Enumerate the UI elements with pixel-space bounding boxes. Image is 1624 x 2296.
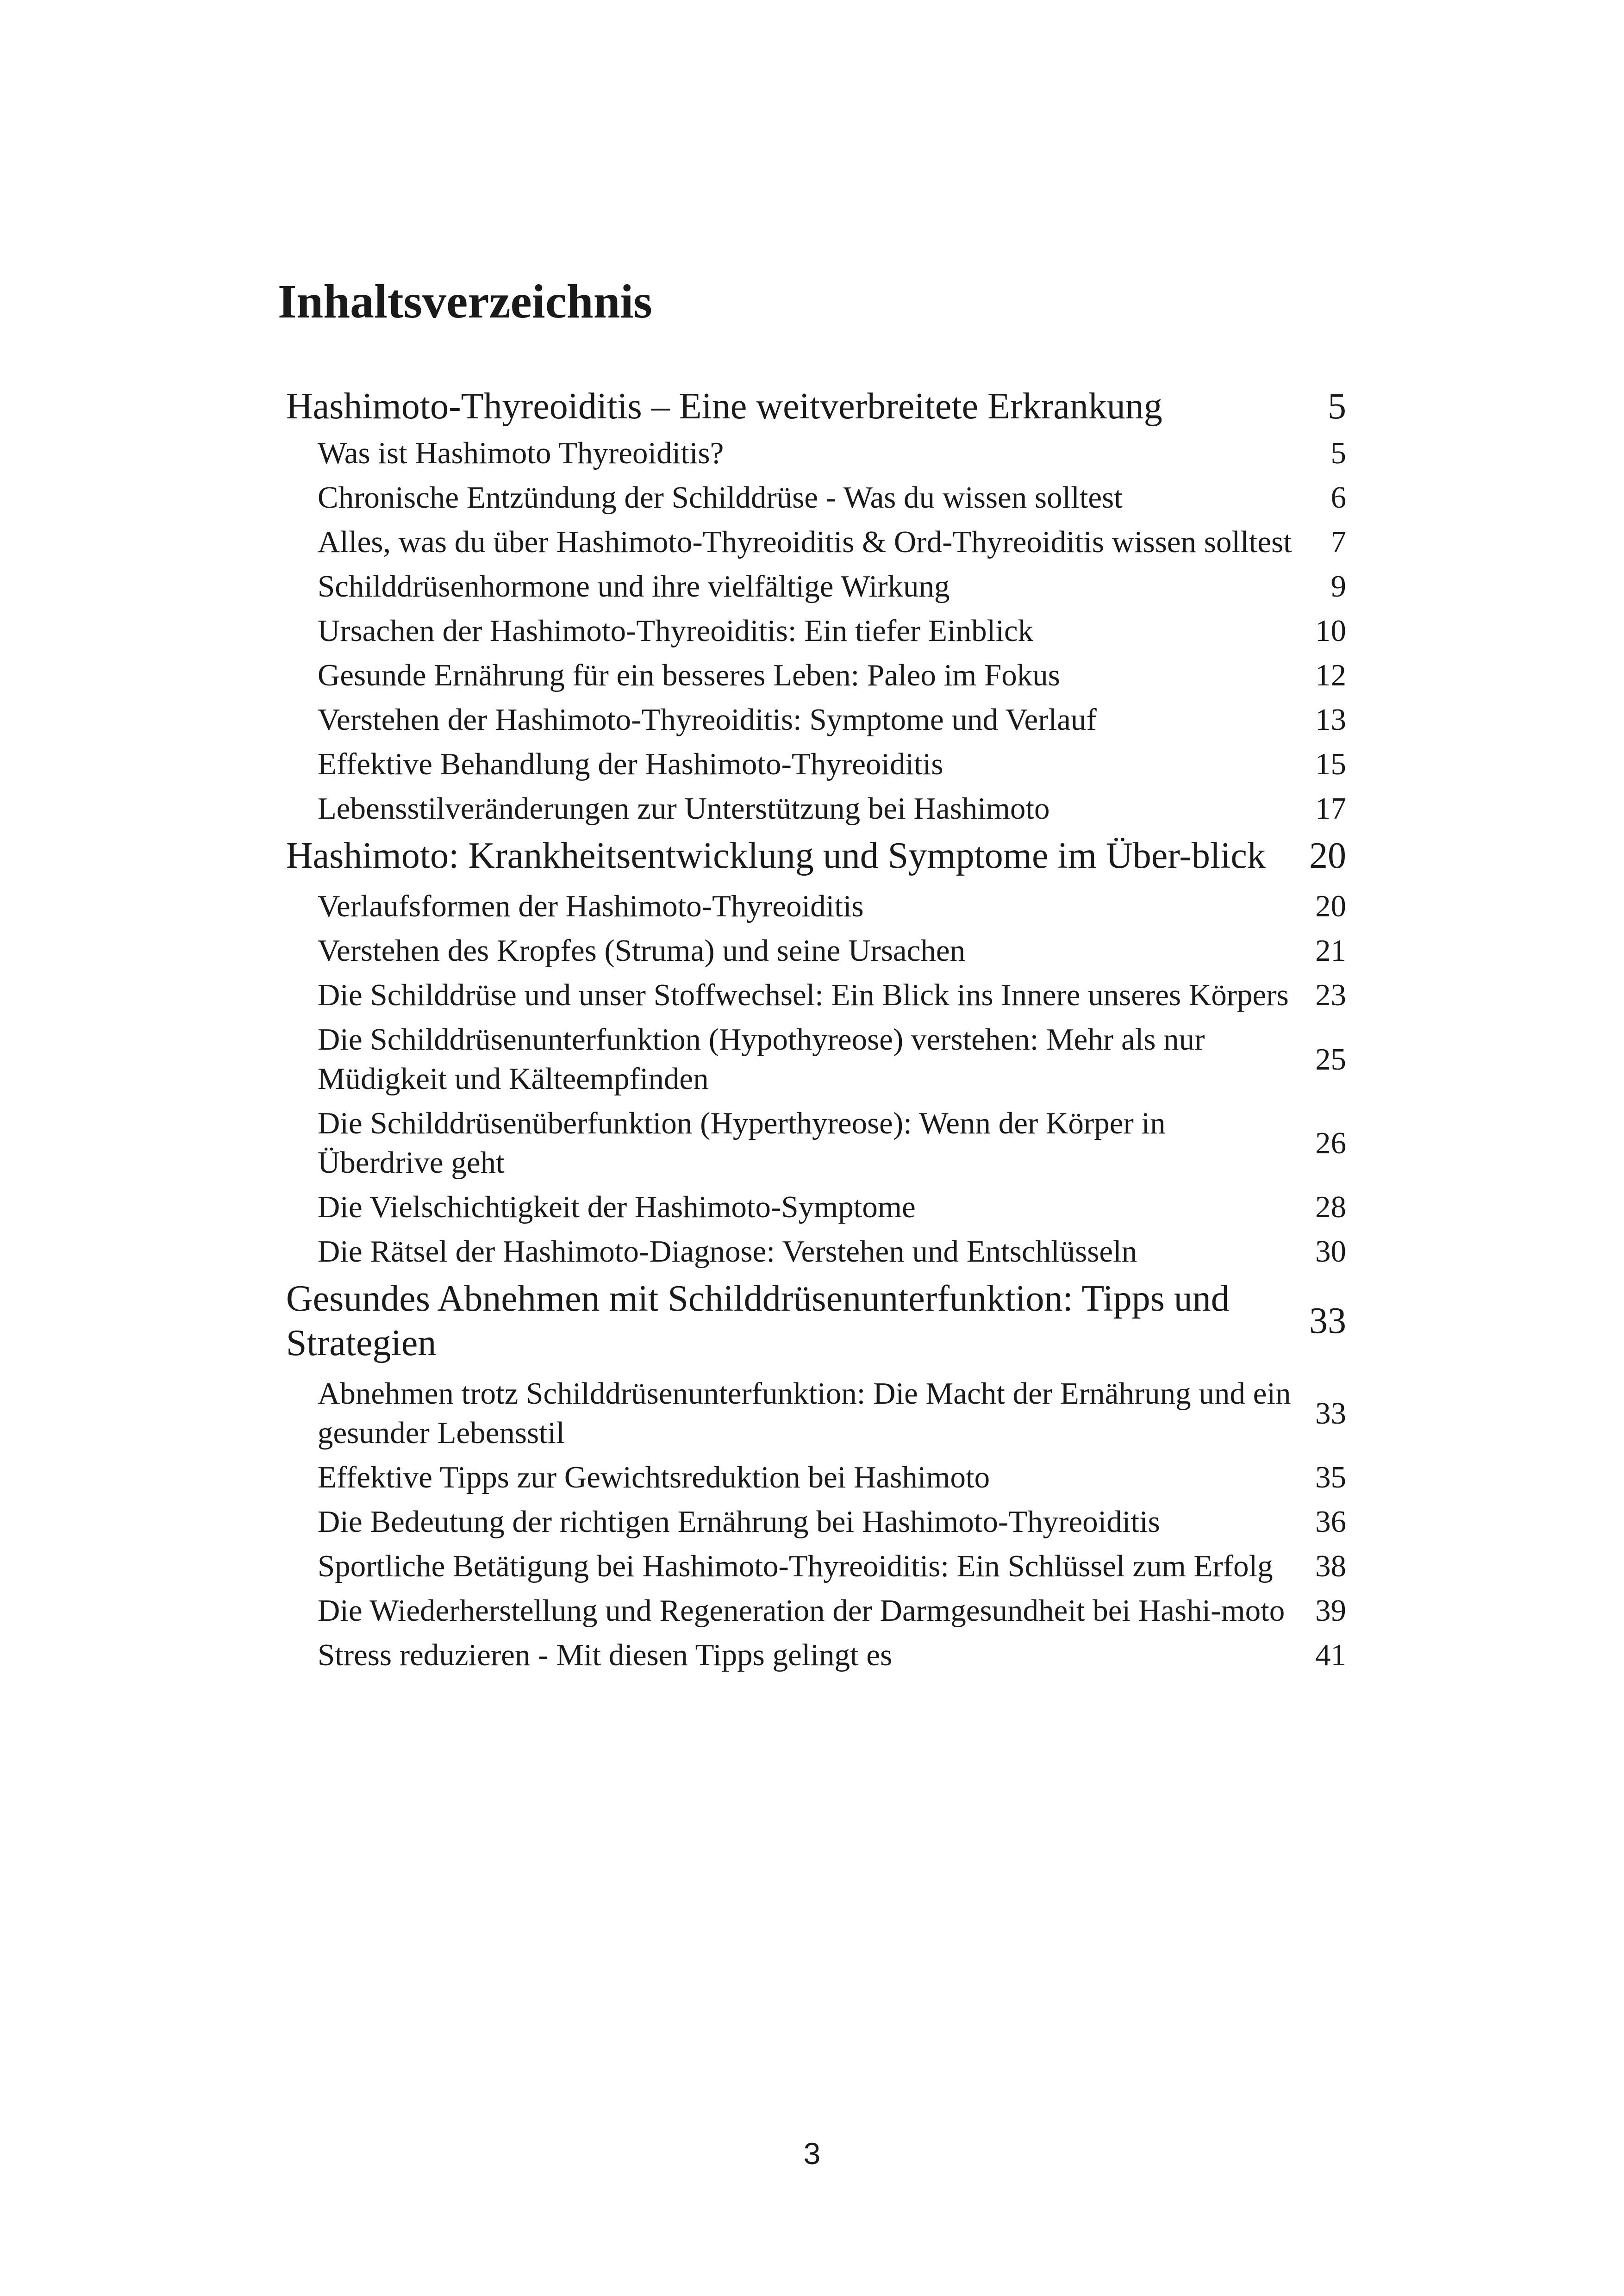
toc-entry-label: Effektive Tipps zur Gewichtsreduktion bei Hashimoto — [318, 1460, 990, 1494]
toc-entry-label: Chronische Entzündung der Schilddrüse - Was du wissen solltest — [318, 480, 1123, 515]
toc-entry-label: Hashimoto: Krankheitsentwicklung und Symptome im Über-blick — [286, 835, 1266, 876]
toc-entry-label: Schilddrüsenhormone und ihre vielfältige Wirkung — [318, 569, 950, 604]
toc-entry-label: Die Schilddrüsenunterfunktion (Hypothyreose) verstehen: Mehr als nur Müdigkeit und Kälteempfinden — [318, 1022, 1205, 1096]
toc-entry-page: 5 — [1330, 436, 1346, 470]
toc-chapter-entry[interactable] — [286, 834, 1346, 882]
toc-section-entry[interactable] — [286, 478, 1346, 517]
toc-section-entry[interactable] — [286, 1232, 1346, 1271]
toc-entry-page: 30 — [1315, 1234, 1346, 1269]
toc-entry-page: 9 — [1330, 569, 1346, 604]
toc-section-entry[interactable] — [286, 1547, 1346, 1586]
toc-entry-label: Sportliche Betätigung bei Hashimoto-Thyreoiditis: Ein Schlüssel zum Erfolg — [318, 1549, 1273, 1583]
table-of-contents — [286, 384, 1346, 1680]
toc-entry-page: 10 — [1315, 614, 1346, 648]
toc-entry-page: 5 — [1328, 386, 1346, 427]
toc-section-entry[interactable] — [286, 523, 1346, 562]
toc-section-entry[interactable] — [286, 1188, 1346, 1227]
toc-section-entry[interactable] — [286, 1636, 1346, 1675]
toc-entry-label: Abnehmen trotz Schilddrüsenunterfunktion: Die Macht der Ernährung und ein gesunder Lebensstil — [318, 1376, 1291, 1450]
toc-entry-label: Die Wiederherstellung und Regeneration der Darmgesundheit bei Hashi-moto — [318, 1593, 1285, 1628]
toc-section-entry[interactable] — [286, 567, 1346, 606]
toc-section-entry[interactable] — [286, 434, 1346, 473]
toc-section-entry[interactable] — [286, 789, 1346, 828]
toc-entry-label: Gesundes Abnehmen mit Schilddrüsenunterfunktion: Tipps und Strategien — [286, 1278, 1230, 1363]
toc-entry-page: 15 — [1315, 747, 1346, 781]
toc-entry-page: 39 — [1315, 1593, 1346, 1628]
toc-entry-label: Stress reduzieren - Mit diesen Tipps gelingt es — [318, 1638, 893, 1672]
toc-section-entry[interactable] — [286, 887, 1346, 926]
toc-entry-label: Die Schilddrüse und unser Stoffwechsel: Ein Blick ins Innere unseres Körpers — [318, 978, 1289, 1012]
toc-entry-page: 20 — [1309, 835, 1346, 876]
toc-section-entry[interactable] — [286, 1458, 1346, 1497]
toc-entry-label: Lebensstilveränderungen zur Unterstützung bei Hashimoto — [318, 791, 1050, 826]
toc-entry-label: Ursachen der Hashimoto-Thyreoiditis: Ein tiefer Einblick — [318, 614, 1034, 648]
toc-section-entry[interactable] — [286, 1502, 1346, 1542]
toc-entry-page: 28 — [1315, 1190, 1346, 1224]
toc-entry-page: 23 — [1315, 978, 1346, 1012]
toc-entry-label: Die Vielschichtigkeit der Hashimoto-Symptome — [318, 1190, 916, 1224]
toc-entry-label: Verlaufsformen der Hashimoto-Thyreoiditis — [318, 889, 864, 923]
page-title: Inhaltsverzeichnis — [278, 275, 652, 328]
toc-entry-label: Verstehen der Hashimoto-Thyreoiditis: Symptome und Verlauf — [318, 703, 1097, 737]
toc-entry-page: 26 — [1315, 1126, 1346, 1160]
toc-entry-label: Alles, was du über Hashimoto-Thyreoiditis & Ord-Thyreoiditis wissen solltest — [318, 525, 1292, 559]
toc-chapter-entry[interactable] — [286, 1276, 1346, 1369]
toc-entry-label: Was ist Hashimoto Thyreoiditis? — [318, 436, 724, 470]
toc-entry-page: 38 — [1315, 1549, 1346, 1583]
toc-entry-page: 7 — [1330, 525, 1346, 559]
toc-section-entry[interactable] — [286, 656, 1346, 695]
toc-section-entry[interactable] — [286, 700, 1346, 740]
toc-entry-label: Die Bedeutung der richtigen Ernährung bei Hashimoto-Thyreoiditis — [318, 1505, 1160, 1539]
toc-section-entry[interactable] — [286, 1591, 1346, 1630]
toc-entry-page: 25 — [1315, 1042, 1346, 1076]
toc-section-entry[interactable] — [286, 931, 1346, 971]
toc-section-entry[interactable] — [286, 611, 1346, 651]
toc-section-entry[interactable] — [286, 1104, 1346, 1182]
toc-entry-label: Verstehen des Kropfes (Struma) und seine Ursachen — [318, 933, 966, 968]
toc-entry-page: 41 — [1315, 1638, 1346, 1672]
toc-entry-page: 33 — [1315, 1396, 1346, 1431]
toc-entry-label: Die Rätsel der Hashimoto-Diagnose: Verstehen und Entschlüsseln — [318, 1234, 1137, 1269]
toc-section-entry[interactable] — [286, 1374, 1346, 1453]
toc-entry-page: 6 — [1330, 480, 1346, 515]
toc-entry-page: 20 — [1315, 889, 1346, 923]
toc-section-entry[interactable] — [286, 1020, 1346, 1099]
page-number: 3 — [803, 2136, 821, 2171]
toc-entry-page: 13 — [1315, 703, 1346, 737]
toc-entry-label: Hashimoto-Thyreoiditis – Eine weitverbreitete Erkrankung — [286, 386, 1162, 427]
toc-entry-page: 17 — [1315, 791, 1346, 826]
toc-entry-page: 35 — [1315, 1460, 1346, 1494]
toc-entry-label: Die Schilddrüsenüberfunktion (Hyperthyreose): Wenn der Körper in Überdrive geht — [318, 1106, 1166, 1180]
toc-entry-label: Effektive Behandlung der Hashimoto-Thyreoiditis — [318, 747, 943, 781]
toc-entry-page: 21 — [1315, 933, 1346, 968]
toc-entry-page: 36 — [1315, 1505, 1346, 1539]
toc-entry-page: 12 — [1315, 658, 1346, 692]
toc-entry-page: 33 — [1309, 1300, 1346, 1341]
toc-section-entry[interactable] — [286, 745, 1346, 784]
toc-entry-label: Gesunde Ernährung für ein besseres Leben: Paleo im Fokus — [318, 658, 1060, 692]
toc-chapter-entry[interactable] — [286, 384, 1346, 429]
toc-section-entry[interactable] — [286, 976, 1346, 1015]
